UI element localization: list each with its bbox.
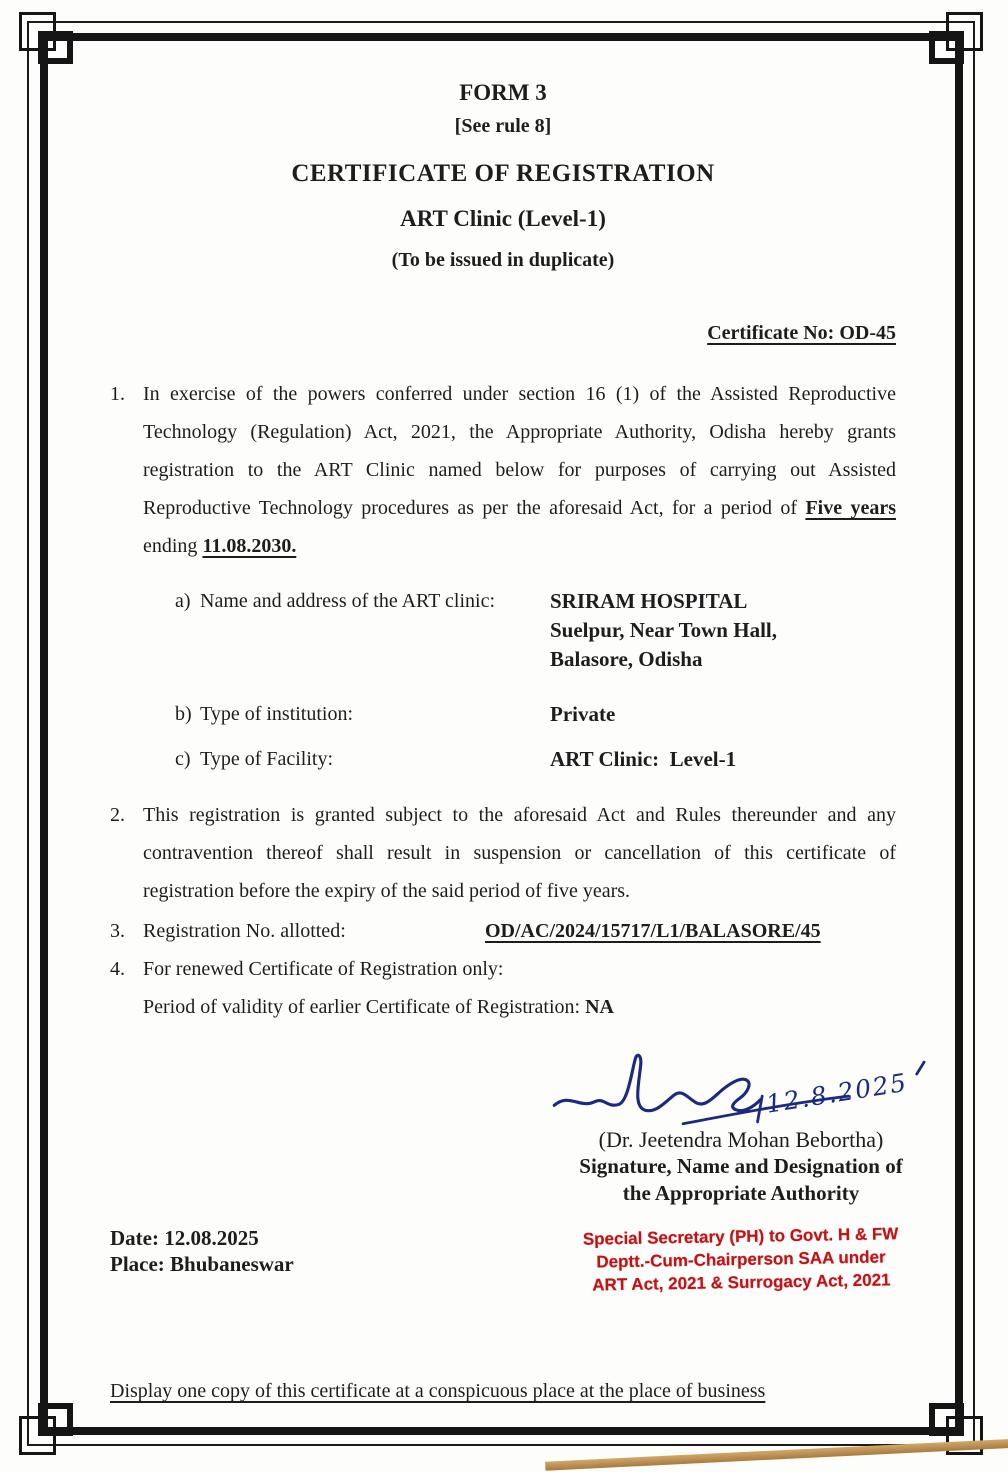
corner-ornament-bottom-right-inner xyxy=(929,1403,964,1436)
institution-type-value: Private xyxy=(550,702,616,726)
clause-1-text: In exercise of the powers conferred under section 16 (1) of the Assisted Reproductive Technology (Regulation) Act, 2021, the Appropriate Authority, Odisha hereby grants registration to the ART Clinic named below for purposes of carrying out Assisted Reproductive Technology procedures as per the aforesaid Act, for a period of xyxy=(143,383,896,519)
certificate-number-text: Certificate No: OD-45 xyxy=(707,322,896,344)
clause-1 xyxy=(110,375,896,565)
clause-4-body xyxy=(143,950,896,1026)
sub-item-c-letter: c) xyxy=(175,748,191,770)
signature-stroke xyxy=(554,1055,760,1110)
duplicate-note: (To be issued in duplicate) xyxy=(391,249,615,271)
authority-designation-line-1: Signature, Name and Designation of xyxy=(579,1154,903,1178)
registration-no-value xyxy=(485,912,896,950)
stamp-line-1: Special Secretary (PH) to Govt. H & FW xyxy=(582,1224,899,1249)
ending-word: ending xyxy=(143,535,203,557)
authority-designation-line-2: the Appropriate Authority xyxy=(622,1181,860,1205)
validity-label: Period of validity of earlier Certificate of Registration: xyxy=(143,996,586,1018)
clause-3 xyxy=(110,912,896,950)
clinic-name-address-value xyxy=(550,587,896,674)
clinic-address-line-2: Balasore, Odisha xyxy=(550,647,703,671)
clinic-name-address-label: Name and address of the ART clinic: xyxy=(200,590,496,612)
issue-date: Date: 12.08.2025 xyxy=(110,1226,259,1250)
clause-4-line-2 xyxy=(143,988,896,1026)
page-subtitle: ART Clinic (Level-1) xyxy=(400,206,606,231)
institution-type-label: Type of institution: xyxy=(200,703,354,725)
corner-ornament-top-left-inner xyxy=(38,31,73,64)
rule-reference: [See rule 8] xyxy=(454,115,552,137)
validity-value: NA xyxy=(585,996,614,1018)
certificate-number xyxy=(110,322,896,345)
page-title: CERTIFICATE OF REGISTRATION xyxy=(291,160,715,187)
display-note-text: Display one copy of this certificate at a conspicuous place at the place of business xyxy=(110,1380,766,1402)
clause-3-number: 3. xyxy=(110,920,125,942)
form-number: FORM 3 xyxy=(459,80,547,105)
sub-item-b-letter: b) xyxy=(175,703,192,725)
authority-stamp xyxy=(575,1222,906,1297)
clause-4 xyxy=(110,950,896,1026)
authority-name: (Dr. Jeetendra Mohan Bebortha) xyxy=(598,1127,884,1152)
stamp-line-2: Deptt.-Cum-Chairperson SAA under xyxy=(596,1247,886,1272)
signature-handwritten-date: 12.8.2025 xyxy=(764,1067,910,1119)
clause-1-body xyxy=(143,375,896,565)
registration-no-label: Registration No. allotted: xyxy=(143,920,346,942)
date-place-block xyxy=(110,1225,294,1277)
facility-type-value: ART Clinic: Level-1 xyxy=(550,747,737,771)
issue-place: Place: Bhubaneswar xyxy=(110,1252,294,1276)
clause-4-number: 4. xyxy=(110,958,125,980)
footer-row xyxy=(110,1224,899,1295)
institution-type-row xyxy=(110,700,896,729)
facility-type-row xyxy=(110,745,896,774)
clinic-name-address-row xyxy=(110,587,896,674)
registration-period: Five years xyxy=(805,497,897,519)
corner-ornament-bottom-left-inner xyxy=(38,1403,73,1436)
clinic-name: SRIRAM HOSPITAL xyxy=(550,589,748,613)
facility-type-label: Type of Facility: xyxy=(200,748,334,770)
ending-date: 11.08.2030. xyxy=(202,535,297,557)
clause-2 xyxy=(110,796,896,910)
display-note xyxy=(110,1380,896,1403)
clause-1-number: 1. xyxy=(110,383,125,405)
clause-4-line-1: For renewed Certificate of Registration only: xyxy=(143,958,504,980)
clinic-address-line-1: Suelpur, Near Town Hall, xyxy=(550,618,777,642)
signature-block xyxy=(526,1052,956,1207)
sub-item-a-letter: a) xyxy=(175,590,191,612)
stamp-line-3: ART Act, 2021 & Surrogacy Act, 2021 xyxy=(592,1270,891,1295)
clause-2-body: This registration is granted subject to the aforesaid Act and Rules thereunder and any contravention thereof shall result in suspension or cancellation of this certificate of registration before the expiry of the said period of five years. xyxy=(143,804,896,902)
certificate-content xyxy=(110,0,910,1403)
corner-ornament-top-right-inner xyxy=(929,31,964,64)
registration-no-text: OD/AC/2024/15717/L1/BALASORE/45 xyxy=(485,920,821,942)
clause-2-number: 2. xyxy=(110,804,125,826)
signature-tick-stroke xyxy=(917,1062,924,1074)
